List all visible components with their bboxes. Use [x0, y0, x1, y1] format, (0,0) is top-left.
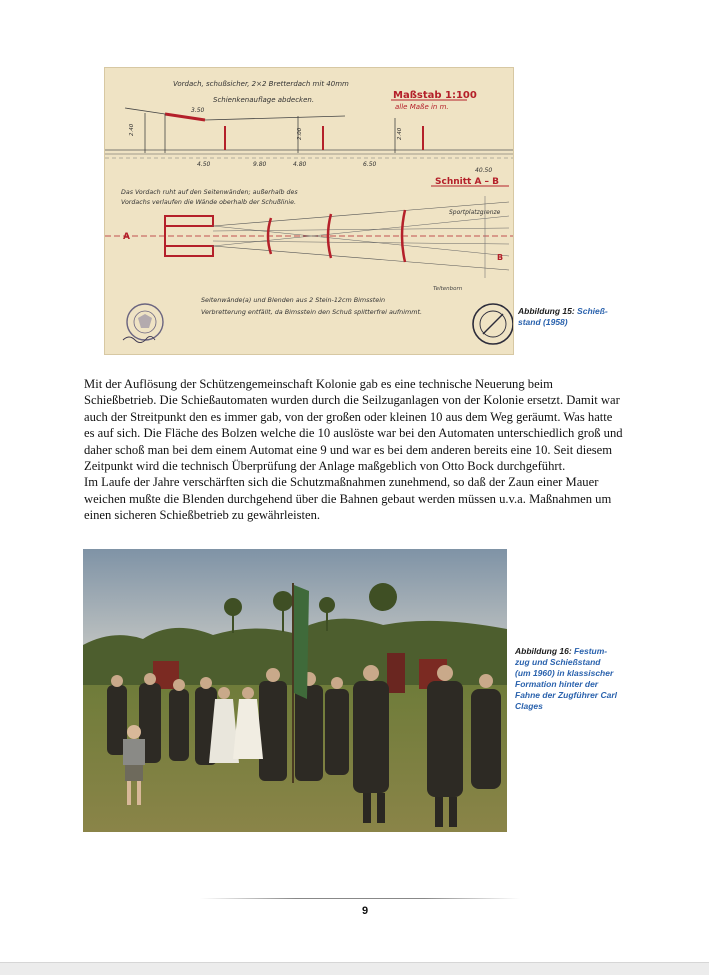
figure-16-caption-text-3: (um 1960) in klassischer [515, 668, 614, 678]
figure-15-caption-text-1: Schieß- [577, 306, 608, 316]
drawing-marker-a: A [123, 232, 130, 242]
figure-16-caption-text-4: Formation hinter der [515, 679, 599, 689]
figure-16-photo [83, 549, 507, 832]
figure-15-caption [518, 306, 628, 328]
figure-16-caption-text-2: zug und Schießstand [515, 657, 601, 667]
figure-16-caption-text-1: Festum- [574, 646, 608, 656]
drawing-dim-2: 4.50 [197, 161, 211, 168]
footer-divider [200, 898, 520, 899]
drawing-scale-title: Maßstab 1:100 [393, 90, 477, 101]
figure-15-caption-text-2: stand (1958) [518, 317, 568, 327]
drawing-scale-sub: alle Maße in m. [395, 103, 449, 111]
drawing-height-3: 2.40 [397, 127, 403, 140]
drawing-dim-1: 3.50 [191, 107, 205, 114]
drawing-dim-5: 6.50 [363, 161, 377, 168]
figure-16-caption-text-6: Clages [515, 701, 543, 711]
figure-15-drawing [104, 67, 514, 355]
drawing-section-label: Schnitt A – B [435, 177, 500, 187]
photo-svg [83, 549, 507, 832]
drawing-note-top-1: Vordach, schußsicher, 2×2 Bretterdach mit 40mm [173, 80, 349, 88]
drawing-dim-4: 4.80 [293, 161, 307, 168]
figure-16-caption [515, 646, 633, 712]
body-paragraph-2: Im Laufe der Jahre verschärften sich die Schutzmaßnahmen zunehmend, so daß der Zaun einer Mauer weichen mußte die Blenden durchgehend über die Bahnen gebaut werden müssen u.v.a. Maßnahmen um einen sicheren Schießbetrieb zu gewährleisten. [84, 475, 612, 523]
figure-16-caption-label: Abbildung 16: [515, 646, 572, 656]
body-paragraph-1: Mit der Auflösung der Schützengemeinschaft Kolonie gab es eine technische Neuerung beim Schießbetrieb. Die Schießautomaten wurden durch die Seilzuganlagen von der Kolonie ersetzt. Damit war auch der Streitpunkt den es immer gab, von der großen oder kleinen 10 aus dem Weg geräumt. Was hatte es auf sich. Die Fläche des Bolzen welche die 10 auslöste war bei den Automaten unterschiedlich groß und daher schoß man bei dem einem Automat eine 9 und war es bei dem anderen bereits eine 10. Seit diesem Zeitpunkt wird die technisch Überprüfung der Anlage maßgeblich von Otto Bock durchgeführt. [84, 377, 623, 474]
drawing-dim-3: 9.80 [253, 161, 267, 168]
figure-15-caption-label: Abbildung 15: [518, 306, 575, 316]
drawing-svg [105, 68, 513, 354]
drawing-signature: Teltenborn [433, 286, 463, 292]
drawing-note-mid-2: Vordachs verlaufen die Wände oberhalb der Schußlinie. [121, 199, 296, 206]
page-bottom-edge [0, 962, 709, 975]
figure-16-caption-text-5: Fahne der Zugführer Carl [515, 690, 618, 700]
drawing-height-1: 2.40 [129, 123, 135, 136]
drawing-marker-b: B [497, 253, 504, 262]
drawing-sportplatz: Sportplatzgrenze [449, 209, 501, 216]
body-text [84, 376, 624, 524]
drawing-note-top-2: Schienkenauflage abdecken. [213, 96, 315, 104]
drawing-note-bottom-2: Verbretterung entfällt, da Bimsstein den Schuß splitterfrei aufnimmt. [201, 308, 422, 316]
drawing-note-bottom-1: Seitenwände(a) und Blenden aus 2 Stein-12cm Bimsstein [201, 296, 386, 304]
drawing-height-2: 2.00 [297, 127, 303, 140]
drawing-dim-6: 40.50 [475, 167, 493, 174]
page-number: 9 [361, 905, 369, 917]
drawing-note-mid-1: Das Vordach ruht auf den Seitenwänden; außerhalb des [121, 189, 298, 196]
